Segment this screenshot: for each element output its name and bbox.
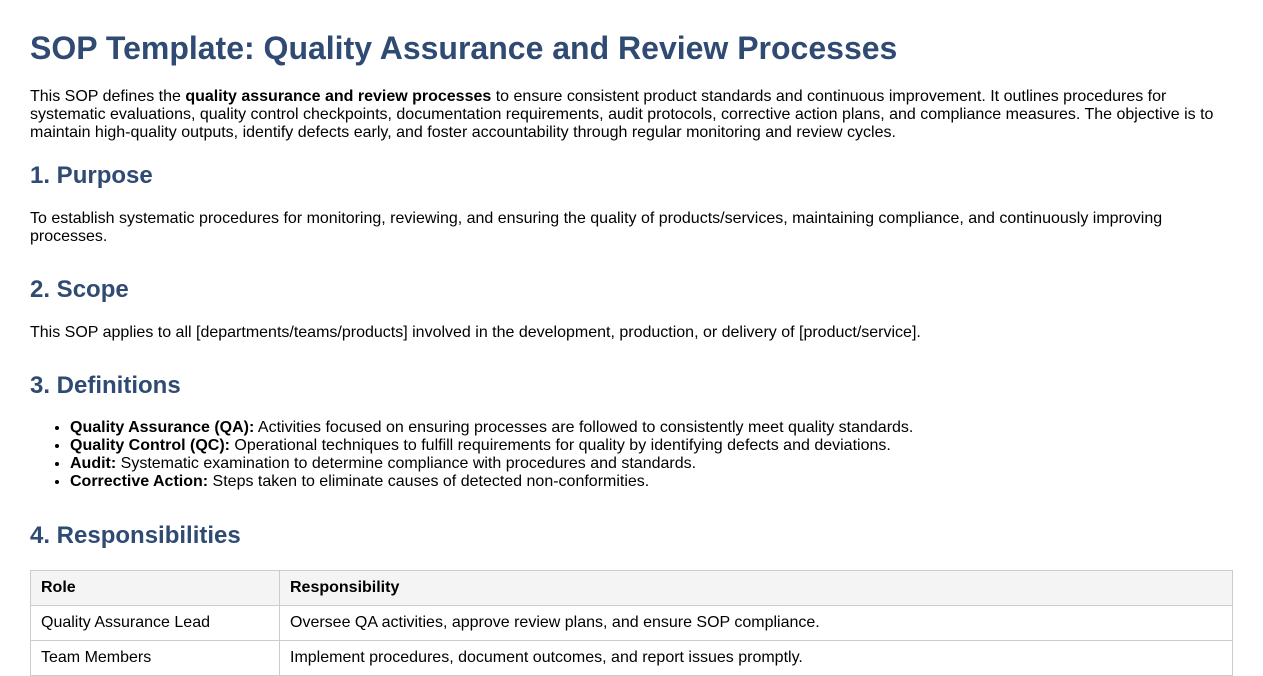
responsibilities-table: [30, 570, 1233, 676]
definitions-heading: 3. Definitions: [30, 372, 181, 399]
definition-term: Quality Control (QC):: [70, 437, 230, 454]
definition-term: Audit:: [70, 455, 117, 472]
scope-heading: 2. Scope: [30, 276, 129, 303]
definition-item: [70, 419, 1233, 437]
definition-desc: Systematic examination to determine compliance with procedures and standards.: [116, 455, 697, 472]
table-row: [31, 606, 1233, 641]
column-header-responsibility: Responsibility: [280, 571, 1233, 606]
intro-text-before: This SOP defines the: [30, 88, 186, 105]
definition-term: Quality Assurance (QA):: [70, 419, 255, 436]
cell-responsibility: Oversee QA activities, approve review plans, and ensure SOP compliance.: [280, 606, 1233, 641]
definition-desc: Operational techniques to fulfill requirements for quality by identifying defects and deviations.: [229, 437, 891, 454]
definition-item: [70, 473, 1233, 491]
table-row: [31, 641, 1233, 676]
table-header-row: [31, 571, 1233, 606]
cell-responsibility: Implement procedures, document outcomes, and report issues promptly.: [280, 641, 1233, 676]
page-title: SOP Template: Quality Assurance and Review Processes: [30, 30, 898, 66]
definition-term: Corrective Action:: [70, 473, 209, 490]
purpose-heading: 1. Purpose: [30, 162, 153, 189]
definition-desc: Activities focused on ensuring processes are followed to consistently meet quality standards.: [254, 419, 914, 436]
intro-paragraph: [30, 88, 1233, 142]
definition-item: [70, 437, 1233, 455]
definition-item: [70, 455, 1233, 473]
intro-text-bold: quality assurance and review processes: [185, 88, 492, 105]
intro-text-after: to ensure consistent product standards and continuous improvement. It outlines procedures for systematic evaluations, quality control checkpoints, documentation requirements, audit protocols, corrective action plans, and compliance measures. The objective is to maintain high-quality outputs, identify defects early, and foster accountability through regular monitoring and review cycles.: [30, 88, 1214, 141]
responsibilities-heading: 4. Responsibilities: [30, 522, 241, 549]
scope-text: This SOP applies to all [departments/teams/products] involved in the development, production, or delivery of [product/service].: [30, 324, 921, 341]
cell-role: Team Members: [31, 641, 280, 676]
purpose-text: To establish systematic procedures for monitoring, reviewing, and ensuring the quality of products/services, maintaining compliance, and continuously improving processes.: [30, 210, 1163, 245]
definition-desc: Steps taken to eliminate causes of detected non-conformities.: [208, 473, 650, 490]
column-header-role: Role: [31, 571, 280, 606]
cell-role: Quality Assurance Lead: [31, 606, 280, 641]
definitions-list: [30, 419, 1233, 491]
